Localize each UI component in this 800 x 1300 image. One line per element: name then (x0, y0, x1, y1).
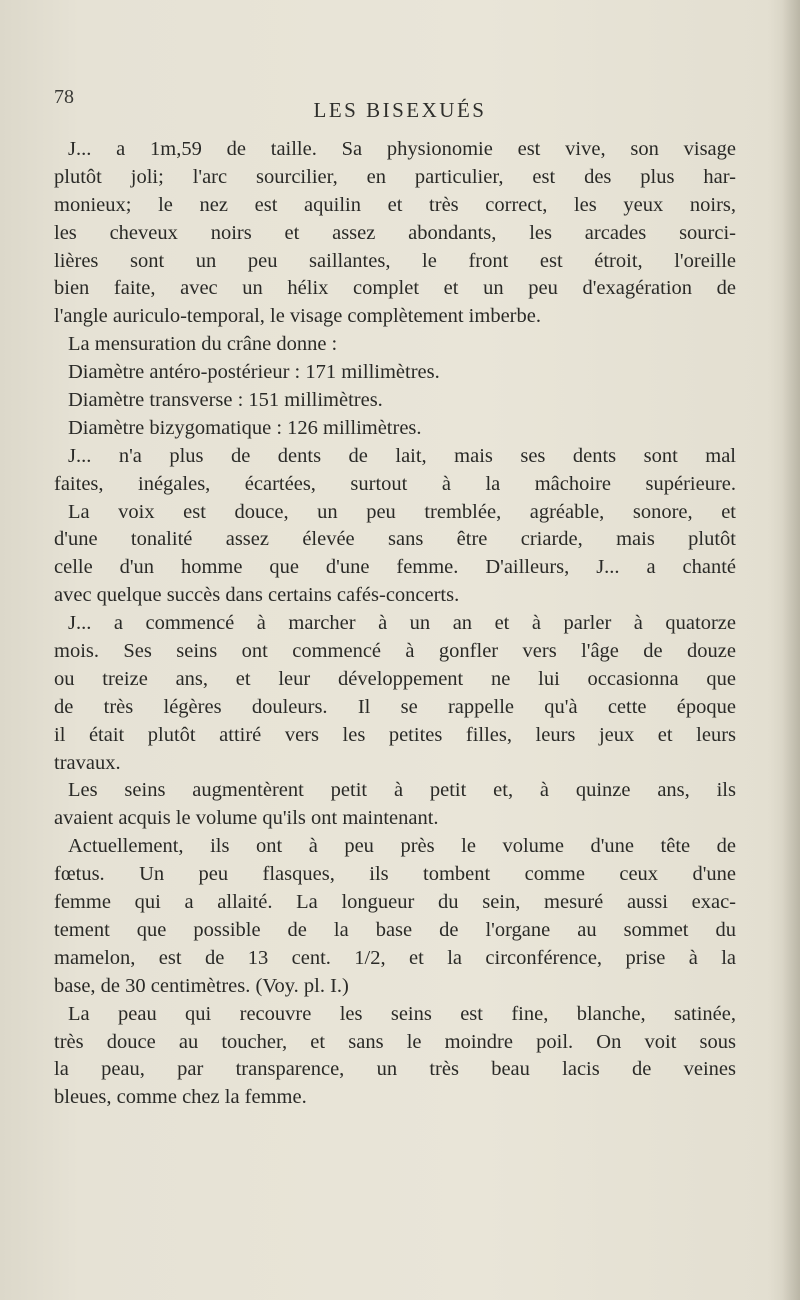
text-line: tement que possible de la base de l'organe au sommet du (54, 918, 736, 941)
text-line: d'une tonalité assez élevée sans être criarde, mais plutôt (54, 528, 736, 551)
text-line: J... a commencé à marcher à un an et à parler à quatorze (68, 612, 736, 635)
text-line: La peau qui recouvre les seins est fine, blanche, satinée, (68, 1002, 736, 1025)
text-line: bleues, comme chez la femme. (54, 1086, 307, 1109)
page-edge-shadow (782, 0, 800, 1300)
text-line: femme qui a allaité. La longueur du sein, mesuré aussi exac- (54, 891, 736, 914)
text-line: travaux. (54, 751, 121, 774)
text-line: avec quelque succès dans certains cafés-concerts. (54, 584, 460, 607)
text-line: base, de 30 centimètres. (Voy. pl. I.) (54, 974, 349, 997)
text-line: lières sont un peu saillantes, le front est étroit, l'oreille (54, 249, 736, 272)
text-line: faites, inégales, écartées, surtout à la mâchoire supérieure. (54, 472, 736, 495)
text-line: ou treize ans, et leur développement ne lui occasionna que (54, 667, 736, 690)
text-line: celle d'un homme que d'une femme. D'ailleurs, J... a chanté (54, 556, 736, 579)
text-line: La mensuration du crâne donne : (68, 333, 338, 356)
text-line: fœtus. Un peu flasques, ils tombent comme ceux d'une (54, 863, 736, 886)
text-line: l'angle auriculo-temporal, le visage complètement imberbe. (54, 305, 541, 328)
text-line: J... n'a plus de dents de lait, mais ses dents sont mal (68, 444, 736, 467)
text-line: mois. Ses seins ont commencé à gonfler vers l'âge de douze (54, 640, 736, 663)
text-line: très douce au toucher, et sans le moindre poil. On voit sous (54, 1030, 736, 1053)
body-text (54, 136, 736, 1112)
text-line: bien faite, avec un hélix complet et un peu d'exagération de (54, 277, 736, 300)
text-line: plutôt joli; l'arc sourcilier, en particulier, est des plus har- (54, 165, 736, 188)
text-line: avaient acquis le volume qu'ils ont maintenant. (54, 807, 439, 830)
text-line: Diamètre transverse : 151 millimètres. (68, 389, 383, 412)
text-line: de très légères douleurs. Il se rappelle qu'à cette époque (54, 695, 736, 718)
text-line: il était plutôt attiré vers les petites filles, leurs jeux et leurs (54, 723, 736, 746)
text-line: Diamètre antéro-postérieur : 171 millimètres. (68, 361, 440, 384)
page-number: 78 (54, 86, 74, 108)
text-line: Actuellement, ils ont à peu près le volume d'une tête de (68, 835, 736, 858)
text-line: la peau, par transparence, un très beau lacis de veines (54, 1058, 736, 1081)
text-line: mamelon, est de 13 cent. 1/2, et la circonférence, prise à la (54, 946, 736, 969)
text-line: monieux; le nez est aquilin et très correct, les yeux noirs, (54, 193, 736, 216)
text-line: Les seins augmentèrent petit à petit et, à quinze ans, ils (68, 779, 736, 802)
running-head-title: LES BISEXUÉS (313, 98, 487, 122)
text-line: J... a 1m,59 de taille. Sa physionomie est vive, son visage (68, 138, 736, 160)
text-line: La voix est douce, un peu tremblée, agréable, sonore, et (68, 500, 736, 523)
text-line: Diamètre bizygomatique : 126 millimètres. (68, 416, 422, 439)
text-line: les cheveux noirs et assez abondants, les arcades sourci- (54, 221, 736, 244)
